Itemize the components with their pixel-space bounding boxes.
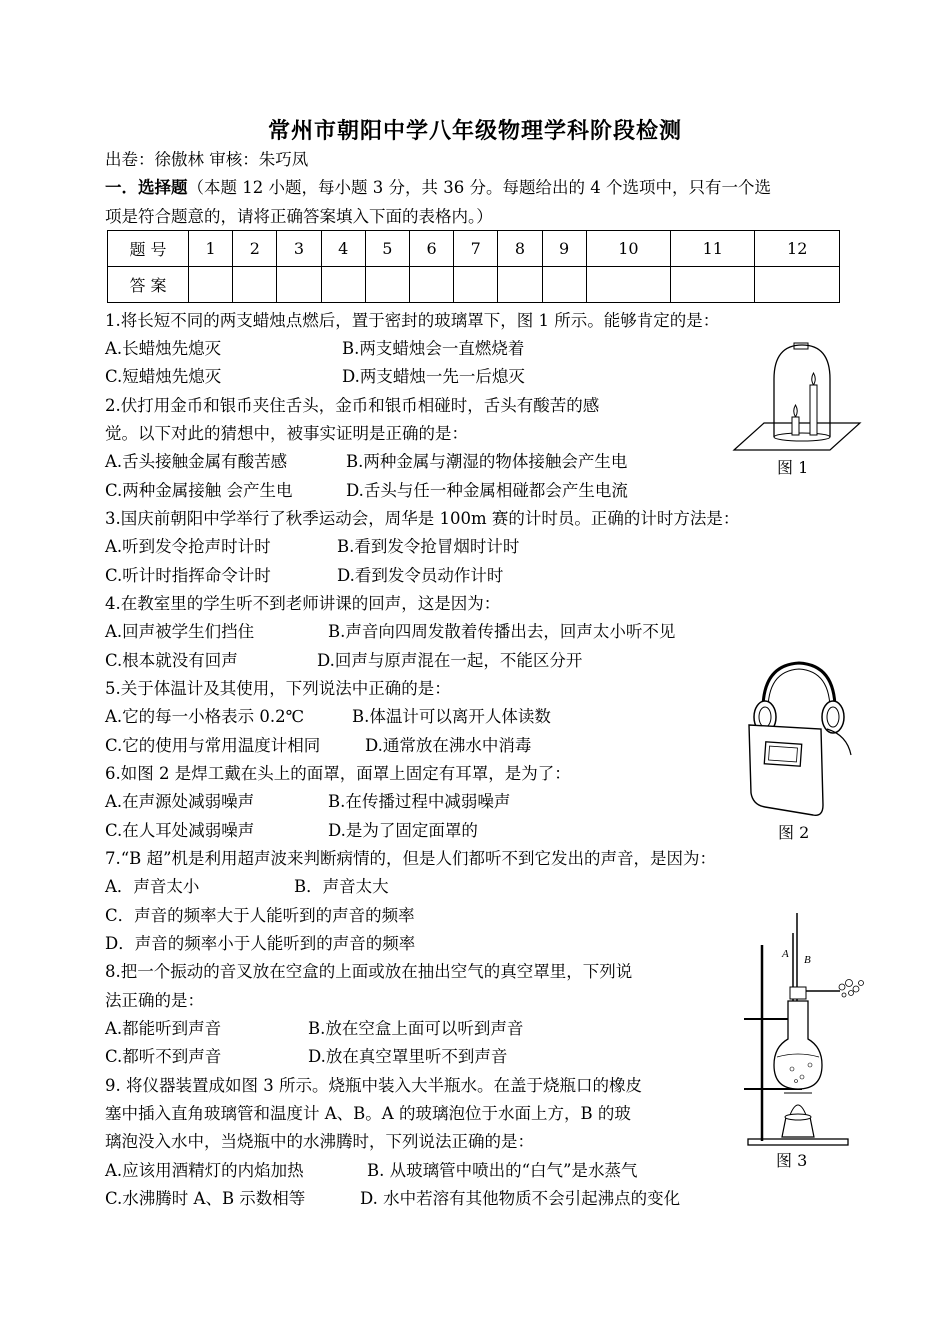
figure-3-label-a: A	[782, 948, 789, 960]
q4-option-c: C.根本就没有回声	[105, 651, 238, 670]
table-cell-number: 8	[498, 231, 542, 267]
q6-option-b: B.在传播过程中减弱噪声	[328, 792, 511, 811]
q1-option-d: D.两支蜡烛一先一后熄灭	[342, 367, 525, 386]
figure-2-caption: 图 2	[778, 823, 810, 842]
q6-stem: 6.如图 2 是焊工戴在头上的面罩，面罩上固定有耳罩，是为了：	[105, 764, 571, 783]
q3-stem: 3.国庆前朝阳中学举行了秋季运动会，周华是 100m 赛的计时员。正确的计时方法是：	[105, 509, 740, 528]
section-desc: （本题 12 小题，每小题 3 分，共 36 分。每题给出的 4 个选项中，只有一个选	[187, 178, 771, 197]
answer-cell[interactable]	[454, 267, 498, 303]
q7-option-d: D．声音的频率小于人能听到的声音的频率	[105, 934, 416, 953]
section-desc-2: 项是符合题意的，请将正确答案填入下面的表格内。）	[105, 207, 493, 226]
table-header-answer: 答 案	[108, 267, 189, 303]
table-header-number: 题 号	[108, 231, 189, 267]
figure-1-bell-jar-candles-icon	[730, 337, 865, 457]
q6-option-c: C.在人耳处减弱噪声	[105, 821, 255, 840]
q2-option-d: D.舌头与任一种金属相碰都会产生电流	[346, 481, 628, 500]
figure-1-caption: 图 1	[777, 458, 809, 477]
q9-stem-2: 塞中插入直角玻璃管和温度计 A、B。A 的玻璃泡位于水面上方，B 的玻	[105, 1104, 631, 1123]
answer-cell[interactable]	[233, 267, 277, 303]
q1-stem: 1.将长短不同的两支蜡烛点燃后，置于密封的玻璃罩下，图 1 所示。能够肯定的是：	[105, 311, 720, 330]
figure-2-welding-mask-icon	[735, 655, 860, 820]
q9-stem-1: 9. 将仪器装置成如图 3 所示。烧瓶中装入大半瓶水。在盖于烧瓶口的橡皮	[105, 1076, 642, 1095]
q2-option-a: A.舌头接触金属有酸苦感	[105, 452, 288, 471]
figure-3-caption: 图 3	[776, 1151, 808, 1170]
q7-option-c: C．声音的频率大于人能听到的声音的频率	[105, 906, 415, 925]
figure-3-label-b: B	[804, 954, 811, 966]
q9-option-b: B. 从玻璃管中喷出的“白气”是水蒸气	[367, 1161, 638, 1180]
q9-option-d: D. 水中若溶有其他物质不会引起沸点的变化	[360, 1189, 681, 1208]
q4-option-a: A.回声被学生们挡住	[105, 622, 255, 641]
answer-cell[interactable]	[755, 267, 840, 303]
table-row-numbers	[108, 231, 840, 267]
q6-option-d: D.是为了固定面罩的	[328, 821, 478, 840]
table-cell-number: 5	[365, 231, 409, 267]
answer-cell[interactable]	[365, 267, 409, 303]
q5-option-a: A.它的每一小格表示 0.2℃	[105, 707, 305, 726]
q2-option-b: B.两种金属与潮湿的物体接触会产生电	[346, 452, 628, 471]
table-cell-number: 1	[189, 231, 233, 267]
q1-option-c: C.短蜡烛先熄灭	[105, 367, 222, 386]
table-cell-number: 9	[542, 231, 586, 267]
q7-option-b: B．声音太大	[294, 877, 389, 896]
q9-option-a: A.应该用酒精灯的内焰加热	[105, 1161, 304, 1180]
q8-stem-1: 8.把一个振动的音叉放在空盒的上面或放在抽出空气的真空罩里，下列说	[105, 962, 633, 981]
answer-cell[interactable]	[586, 267, 670, 303]
q8-option-b: B.放在空盒上面可以听到声音	[308, 1019, 524, 1038]
authors: 出卷：徐傲林 审核：朱巧凤	[105, 150, 309, 169]
q5-option-d: D.通常放在沸水中消毒	[365, 736, 532, 755]
table-cell-number: 4	[321, 231, 365, 267]
q1-option-a: A.长蜡烛先熄灭	[105, 339, 222, 358]
answer-table	[107, 230, 840, 303]
section-heading	[105, 174, 771, 202]
q8-option-a: A.都能听到声音	[105, 1019, 222, 1038]
section-label: 一．选择题	[105, 178, 188, 197]
answer-cell[interactable]	[409, 267, 453, 303]
q5-option-b: B.体温计可以离开人体读数	[352, 707, 551, 726]
table-row-answers	[108, 267, 840, 303]
q3-option-a: A.听到发令抢声时计时	[105, 537, 271, 556]
q7-option-a: A．声音太小	[105, 877, 200, 896]
table-cell-number: 12	[755, 231, 840, 267]
q4-stem: 4.在教室里的学生听不到老师讲课的回声，这是因为：	[105, 594, 501, 613]
q8-option-c: C.都听不到声音	[105, 1047, 222, 1066]
q6-option-a: A.在声源处减弱噪声	[105, 792, 255, 811]
table-cell-number: 7	[454, 231, 498, 267]
q5-stem: 5.关于体温计及其使用，下列说法中正确的是：	[105, 679, 451, 698]
table-cell-number: 2	[233, 231, 277, 267]
q3-option-d: D.看到发令员动作计时	[337, 566, 504, 585]
q9-stem-3: 璃泡没入水中，当烧瓶中的水沸腾时，下列说法正确的是：	[105, 1132, 534, 1151]
q2-stem-1: 2.伏打用金币和银币夹住舌头，金币和银币相碰时，舌头有酸苦的感	[105, 396, 600, 415]
table-cell-number: 10	[586, 231, 670, 267]
q9-option-c: C.水沸腾时 A、B 示数相等	[105, 1189, 306, 1208]
answer-cell[interactable]	[671, 267, 755, 303]
q3-option-b: B.看到发令抢冒烟时计时	[337, 537, 520, 556]
answer-cell[interactable]	[277, 267, 321, 303]
table-cell-number: 6	[409, 231, 453, 267]
q2-option-c: C.两种金属接触 会产生电	[105, 481, 293, 500]
table-cell-number: 3	[277, 231, 321, 267]
q2-stem-2: 觉。以下对此的猜想中，被事实证明是正确的是：	[105, 424, 468, 443]
q8-stem-2: 法正确的是：	[105, 991, 204, 1010]
q5-option-c: C.它的使用与常用温度计相同	[105, 736, 321, 755]
answer-cell[interactable]	[321, 267, 365, 303]
q3-option-c: C.听计时指挥命令计时	[105, 566, 271, 585]
answer-cell[interactable]	[498, 267, 542, 303]
q4-option-b: B.声音向四周发散着传播出去，回声太小听不见	[328, 622, 676, 641]
answer-cell[interactable]	[542, 267, 586, 303]
figure-3-boiling-flask-apparatus-icon	[740, 905, 870, 1150]
q8-option-d: D.放在真空罩里听不到声音	[308, 1047, 508, 1066]
q1-option-b: B.两支蜡烛会一直燃烧着	[342, 339, 525, 358]
table-cell-number: 11	[671, 231, 755, 267]
q7-stem: 7.“B 超”机是利用超声波来判断病情的，但是人们都听不到它发出的声音，是因为：	[105, 849, 716, 868]
q4-option-d: D.回声与原声混在一起，不能区分开	[317, 651, 583, 670]
answer-cell[interactable]	[189, 267, 233, 303]
page-title: 常州市朝阳中学八年级物理学科阶段检测	[267, 118, 682, 144]
